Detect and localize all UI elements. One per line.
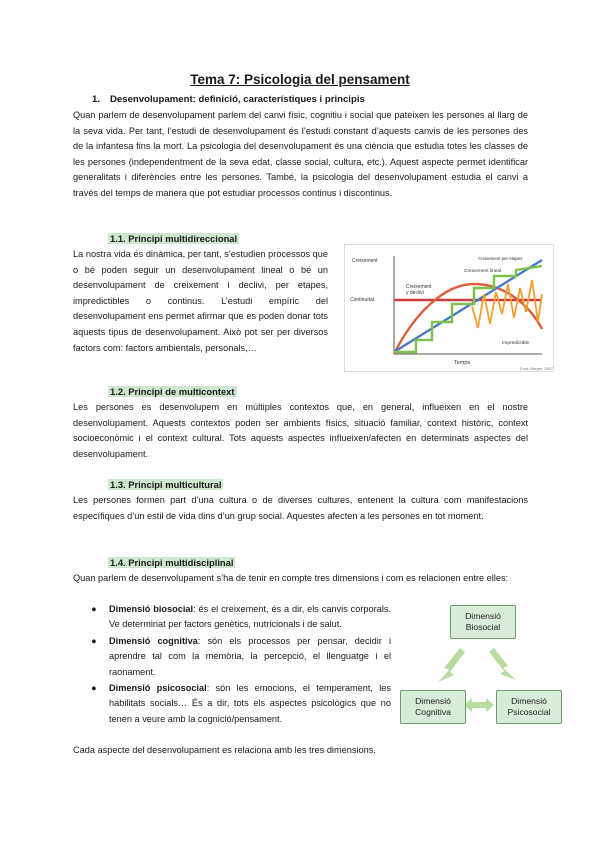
bullet-icon: ●	[91, 683, 97, 694]
paragraph-1-4: Quan parlem de desenvolupament s’ha de tenir en compte tres dimensions i com es relacionen entre elles:	[73, 573, 509, 583]
figure-credit: Font: Berger, 2007	[520, 366, 554, 371]
psychosocial-box: Dimensió Psicosocial	[496, 690, 562, 724]
growth-decline-label: Creixement y declivi	[406, 284, 432, 296]
arrow-bio-cog	[438, 648, 465, 682]
subsection-heading-1-1: 1.1. Principi multidireccional	[110, 233, 238, 244]
list-item: ● Dimensió biosocial: és el creixement, és a dir, els canvis corporals. Ve determinat per factors genètics, nutricionals i de salut.	[91, 604, 392, 630]
list-item: ● Dimensió psicosocial: són les emocions, el temperament, les habilitats socials… És a dir, tots els aspectes psicològics que no tenen a veure amb la cognició/pensament.	[91, 683, 391, 724]
subsection-heading-1-4: 1.4. Principi multidisciplinal	[110, 557, 234, 568]
cognitive-box: Dimensió Cognitiva	[400, 690, 466, 724]
paragraph-1-3: Les persones formen part d’una cultura o de diverses cultures, entenent la cultura com manifestacions específiques d’un estil de vida dins d’un grup social. Aquestes afecten a les persones en tot moment.	[73, 495, 528, 521]
bullet-icon: ●	[91, 604, 97, 614]
section-heading: 1. Desenvolupament: definició, característiques i principis	[92, 94, 365, 105]
continuity-label: Continuïtat	[350, 297, 375, 303]
biosocial-box: Dimensió Biosocial	[450, 605, 516, 639]
bullet-icon: ●	[91, 635, 97, 646]
subsection-heading-1-3: 1.3. Principi multicultural	[110, 479, 222, 490]
paragraph-1-1: La nostra vida és dinàmica, per tant, s’estudien processos que o bé poden seguir un desenvolupament lineal o bé un desenvolupament de creixement i declivi, per etapes, impredictibles o continus. L’estudi empíric del desenvolupament ens permet afirmar que es poden donar tots aquests tipus de desenvolupament. Això pot ser per diversos factors com: factors ambientals, personals,…	[73, 249, 328, 353]
linear-label: Creixement lineal	[464, 269, 502, 274]
arrow-bio-psi	[489, 648, 516, 680]
y-axis-label: Creixement	[352, 258, 378, 264]
list-item: ● Dimensió cognitiva: són els processos per pensar, decidir i aprendre tal com la memòria, la percepció, el llenguatge i el raonament.	[91, 635, 391, 677]
unpredictable-label: Impredictible	[502, 341, 530, 346]
dimensions-list	[85, 602, 391, 728]
development-types-figure	[344, 244, 554, 372]
closing-paragraph: Cada aspecte del desenvolupament es relaciona amb les tres dimensions.	[73, 745, 376, 755]
stages-label: Creixement per etapes	[478, 256, 523, 261]
x-axis-label: Temps	[454, 360, 471, 366]
subsection-heading-1-2: 1.2. Principi de multicontext	[110, 386, 235, 397]
paragraph-1-2: Les persones es desenvolupem en múltiples contextos que, en general, influeixen en el nostre desenvolupament. Aquests contextos poden ser ambients físics, situació familiar, context històric, context socioeconòmic i el context cultural. Tots aquests aspectes influeixen/afecten en determinats aspectes del desenvolupament.	[73, 402, 528, 459]
arrow-cog-psi	[464, 698, 494, 712]
intro-paragraph: Quan parlem de desenvolupament parlem del canvi físic, cognitiu i social que pateixen les persones al llarg de la seva vida. Per tant, l’estudi de desenvolupament és l’estudi constant d’aquests canvis de les persones des de la infantesa fins la mort. La psicologia del desenvolupament és una ciència que estudia totes les classes de les persones (independentment de la seva edat, classe social, cultura, etc.). Aquest aspecte permet identificar generalitats i diferències entre les persones. També, la psicologia del desenvolupament estudia el canvi a través del temps de manera que pot estudiar processos continus i discontinus.	[73, 110, 528, 198]
page-title: Tema 7: Psicologia del pensament	[190, 72, 410, 87]
